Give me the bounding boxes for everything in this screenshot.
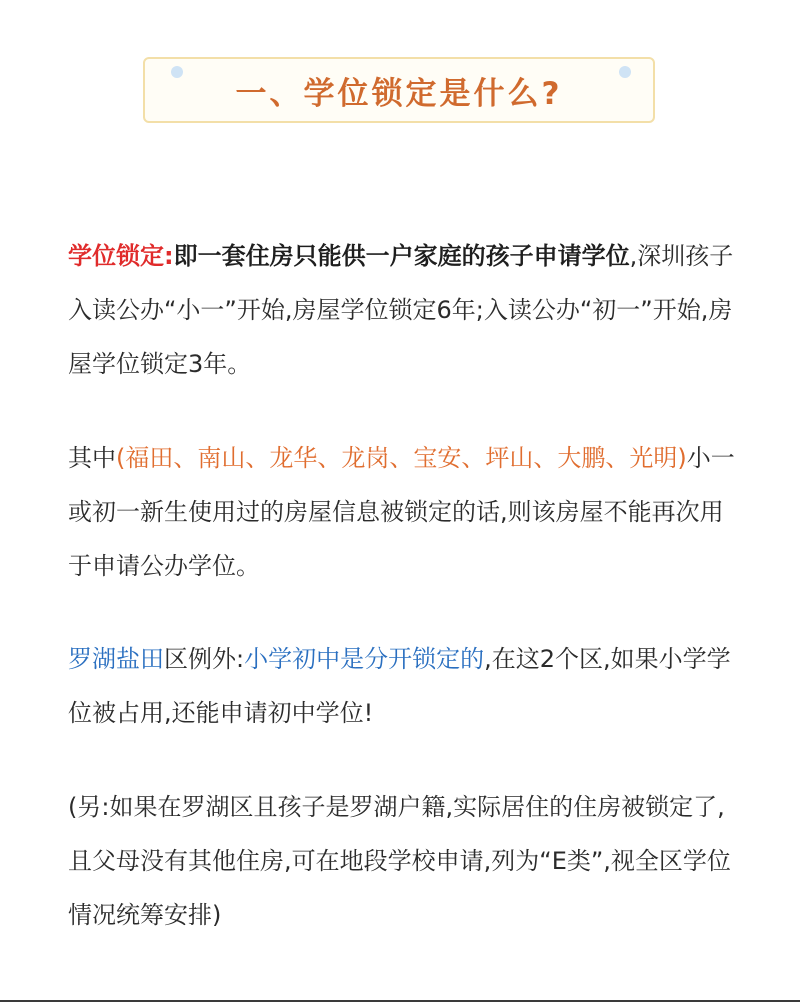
note-text: (另:如果在罗湖区且孩子是罗湖户籍,实际居住的住房被锁定了,且父母没有其他住房,可在地段学校申请,列为“E类”,视全区学位情况统筹安排)	[68, 793, 731, 929]
exception-highlight: 小学初中是分开锁定的	[244, 645, 485, 673]
paragraph-definition	[68, 229, 738, 391]
districts-prefix: 其中	[68, 444, 116, 472]
bottom-divider	[0, 1000, 800, 1002]
definition-label: 学位锁定:	[68, 242, 174, 270]
definition-rest-text: ,深圳孩子入读公办“小一”开始,房屋学位锁定6年;入读公办“初一”开始,房屋学位锁定3年。	[68, 242, 734, 378]
districts-rest-text: 小一或初一新生使用过的房屋信息被锁定的话,则该房屋不能再次用于申请公办学位。	[68, 444, 735, 580]
paragraph-districts	[68, 431, 738, 593]
exception-districts: 罗湖盐田	[68, 645, 164, 673]
districts-list: (福田、南山、龙华、龙岗、宝安、坪山、大鹏、光明)	[116, 444, 687, 472]
definition-bold-text: 即一套住房只能供一户家庭的孩子申请学位	[173, 242, 630, 270]
decorative-dot-left	[171, 66, 183, 78]
exception-mid-text: 区例外:	[164, 645, 245, 673]
section-title: 一、学位锁定是什么?	[235, 75, 563, 112]
decorative-dot-right	[619, 66, 631, 78]
paragraph-note	[68, 780, 738, 942]
paragraph-exception	[68, 632, 738, 740]
exception-rest-text: ,在这2个区,如果小学学位被占用,还能申请初中学位!	[68, 645, 731, 727]
section-title-box	[143, 57, 655, 123]
